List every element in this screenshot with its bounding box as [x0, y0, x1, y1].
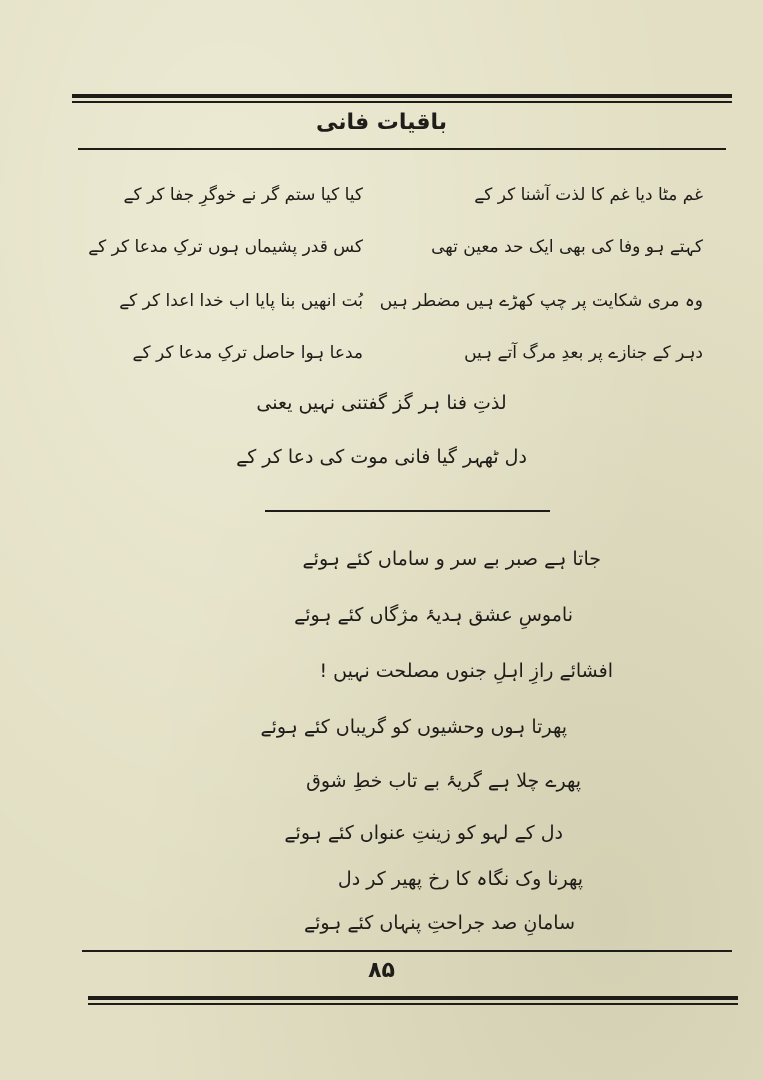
header-rule-bottom: [78, 148, 726, 150]
ghazal-line-7: پھرنا وک نگاہ کا رخ پھیر کر دل: [337, 868, 583, 890]
couplet-1-right: غم مٹا دیا غم کا لذت آشنا کر کے: [474, 185, 703, 205]
closing-line-1: لذتِ فنا ہر گز گفتنی نہیں یعنی: [256, 392, 507, 414]
ghazal-line-2: ناموسِ عشق ہدیۂ مژگاں کئے ہوئے: [294, 604, 573, 626]
closing-line-2: دل ٹھہر گیا فانی موت کی دعا کر کے: [236, 446, 527, 468]
ghazal-line-5: پھرے چلا ہے گریۂ بے تاب خطِ شوق: [306, 770, 581, 792]
ghazal-line-4: پھرتا ہوں وحشیوں کو گریباں کئے ہوئے: [260, 716, 567, 738]
footer-rule-bottom: [88, 996, 738, 1000]
couplet-2-left: کس قدر پشیماں ہوں ترکِ مدعا کر کے: [88, 237, 363, 257]
couplet-4-left: مدعا ہوا حاصل ترکِ مدعا کر کے: [132, 343, 363, 363]
couplet-3-right: وہ مری شکایت پر چپ کھڑے ہیں مضطر ہیں: [379, 291, 703, 311]
section-divider: [265, 510, 550, 512]
couplet-4-right: دہر کے جنازے پر بعدِ مرگ آتے ہیں: [464, 343, 703, 363]
couplet-1-left: کیا کیا ستم گر نے خوگرِ جفا کر کے: [123, 185, 363, 205]
running-header-title: باقیات فانی: [315, 110, 448, 135]
ghazal-line-3: افشائے رازِ اہلِ جنوں مصلحت نہیں !: [319, 660, 613, 682]
ghazal-line-1: جاتا ہے صبر بے سر و ساماں کئے ہوئے: [302, 548, 601, 570]
couplet-2-right: کہتے ہو وفا کی بھی ایک حد معین تھی: [431, 237, 703, 257]
ghazal-line-6: دل کے لہو کو زینتِ عنواں کئے ہوئے: [284, 822, 563, 844]
page-number: ۸۵: [368, 958, 395, 983]
header-rule-top: [72, 94, 732, 98]
couplet-3-left: بُت انھیں بنا پایا اب خدا اعدا کر کے: [119, 291, 363, 311]
footer-rule-thin: [88, 1003, 738, 1005]
header-rule-second: [72, 101, 732, 103]
footer-rule-top: [82, 950, 732, 952]
ghazal-line-8: سامانِ صد جراحتِ پنہاں کئے ہوئے: [303, 912, 575, 934]
